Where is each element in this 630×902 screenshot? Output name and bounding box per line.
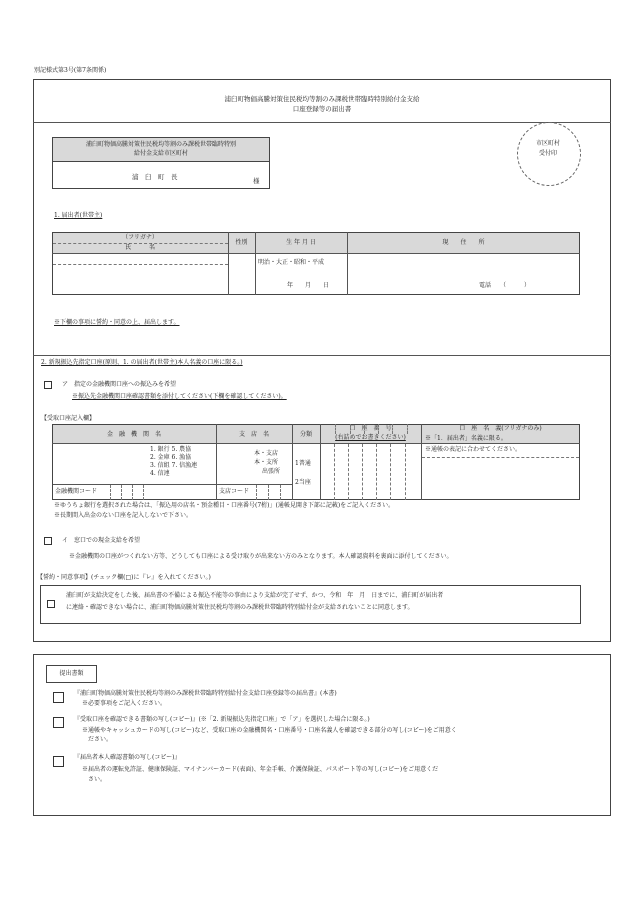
- col-account-number-sub: (右詰めでお書きください): [335, 434, 406, 441]
- col-account-holder: 口 座 名 義(フリガナのみ): [459, 425, 542, 432]
- address-header: 現 住 所: [442, 239, 485, 246]
- col-branch-name: 支 店 名: [238, 431, 269, 438]
- era-options[interactable]: 明治・大正・昭和・平成: [258, 259, 325, 266]
- receive-account-label: 【受取口座記入欄】: [41, 415, 96, 422]
- doc2-note-cont: ださい。: [88, 736, 113, 743]
- doc3-checkbox[interactable]: [53, 756, 64, 767]
- title-divider: [33, 122, 611, 123]
- documents-frame: [33, 654, 611, 816]
- stamp-label-line1: 市区町村: [535, 140, 560, 147]
- holder-note2: ※通帳の表記に合わせてください。: [425, 446, 522, 453]
- gender-header: 性別: [235, 239, 248, 246]
- account-type-1[interactable]: 1普通: [295, 460, 311, 467]
- doc2-main: 『受取口座を確認できる書類の写し(コピー)』(※「2. 新規振込先指定口座」で「ア」を選択した場合に限る。): [74, 716, 370, 723]
- section2-title: 2. 新規振込先指定口座(原則、1. の届出者(世帯主)本人名義の口座に限る。): [41, 359, 243, 366]
- section1-title: 1. 届出者(世帯主): [54, 212, 103, 219]
- consent-checkbox[interactable]: [47, 600, 55, 608]
- yucho-note: ※ゆうちょ銀行を選択された場合は、「振込用の店名・預金種目・口座番号(7桁)」(通帳見開き下部に記載)をご記入ください。: [54, 502, 395, 509]
- addressee-label-line1: 浦臼町物価高騰対策住民税均等割のみ課税世帯臨時特別: [85, 141, 236, 148]
- consent-title: 【誓約・同意事項】(チェック欄(□)に『レ』を入れてください。): [37, 574, 211, 581]
- doc2-checkbox[interactable]: [53, 717, 64, 728]
- doc3-main: 『届出者本人確認書類の写し(コピー)』: [74, 754, 181, 761]
- doc3-note-cont: さい。: [88, 776, 107, 783]
- phone-field[interactable]: 電話 （ ）: [479, 282, 531, 289]
- col-account-type: 分類: [299, 431, 312, 438]
- doc1-main: 『浦臼町物価高騰対策住民税均等割のみ課税世帯臨時特別給付金支給口座登録等の届出書』(本書): [74, 690, 337, 697]
- longterm-note: ※長期間入出金のない口座を記入しないで下さい。: [54, 512, 193, 519]
- option-a-checkbox[interactable]: [44, 381, 52, 389]
- col-account-number: 口 座 番 号: [349, 425, 392, 432]
- branch-type-3[interactable]: 出張所: [262, 468, 281, 475]
- branch-type-2[interactable]: 本・支所: [254, 459, 279, 466]
- form-title-line2: 口座登録等の届出書: [292, 105, 352, 113]
- addressee-name: 浦 臼 町 長: [132, 173, 178, 181]
- bank-type-2[interactable]: 2. 金庫 6. 漁協: [150, 454, 192, 461]
- doc1-note: ※必要事項をご記入ください。: [82, 700, 167, 707]
- oath-note: ※下欄の事項に誓約・同意の上、届出します。: [54, 319, 180, 326]
- consent-text-line1: 浦臼町が支給決定をした後、届出書の不備による振込不能等の事由により支給が完了せず、かつ、令和 年 月 日までに、浦臼町が届出者: [66, 592, 444, 599]
- form-title-line1: 浦臼町物価高騰対策住民税均等割のみ課税世帯臨時特別給付金支給: [224, 95, 420, 103]
- bank-type-3[interactable]: 3. 信組 7. 信漁連: [150, 462, 198, 469]
- option-b-label: イ 窓口での現金支給を希望: [62, 537, 141, 544]
- birthdate-header: 生 年 月 日: [286, 239, 316, 246]
- consent-text-line2: に連絡・確認できない場合に、浦臼町物価高騰対策住民税均等割のみ課税世帯臨時特別給付金が支給されないことに同意します。: [66, 604, 414, 611]
- addressee-label-line2: 給付金支給市区町村: [133, 150, 188, 157]
- bank-type-4[interactable]: 4. 信連: [150, 470, 170, 477]
- account-type-2[interactable]: 2当座: [295, 479, 311, 486]
- form-reference: 別記様式第3号(第7条関係): [34, 67, 107, 74]
- doc2-note: ※通帳やキャッシュカードの写し(コピー)など、受取口座の金融機関名・口座番号・口座名義人を確認できる部分の写し(コピー)をご用意く: [82, 727, 457, 734]
- bank-type-1[interactable]: 1. 銀行 5. 農協: [150, 446, 192, 453]
- bank-code-label: 金融機関コード: [55, 488, 98, 495]
- option-b-checkbox[interactable]: [44, 537, 52, 545]
- option-a-note: ※振込先金融機関口座確認書類を添付してください(下欄を確認してください)。: [72, 393, 287, 400]
- birthdate-field[interactable]: 年 月 日: [287, 282, 330, 289]
- branch-type-1[interactable]: 本・支店: [254, 450, 279, 457]
- doc3-note: ※届出者の運転免許証、健康保険証、マイナンバーカード(表面)、年金手帳、介護保険証、パスポート等の写し(コピー)をご用意くだ: [82, 766, 439, 773]
- option-a-label: ア 指定の金融機関口座への振込みを希望: [62, 381, 177, 388]
- option-b-note: ※金融機関の口座がつくれない方等、どうしても口座による受け取りが出来ない方のみとなります。本人確認資料を裏面に添付してください。: [69, 553, 453, 560]
- addressee-honorific: 様: [253, 177, 260, 185]
- holder-note1: ※「1．届出者」名義に限る。: [425, 435, 507, 442]
- documents-title: 提出書類: [59, 670, 84, 677]
- branch-code-label: 支店コード: [219, 488, 250, 495]
- name-header: 氏 名: [124, 244, 155, 251]
- col-bank-name: 金 融 機 関 名: [106, 431, 161, 438]
- stamp-label-line2: 受付印: [538, 150, 557, 157]
- doc1-checkbox[interactable]: [53, 692, 64, 703]
- furigana-header: （フリガナ）: [122, 234, 158, 241]
